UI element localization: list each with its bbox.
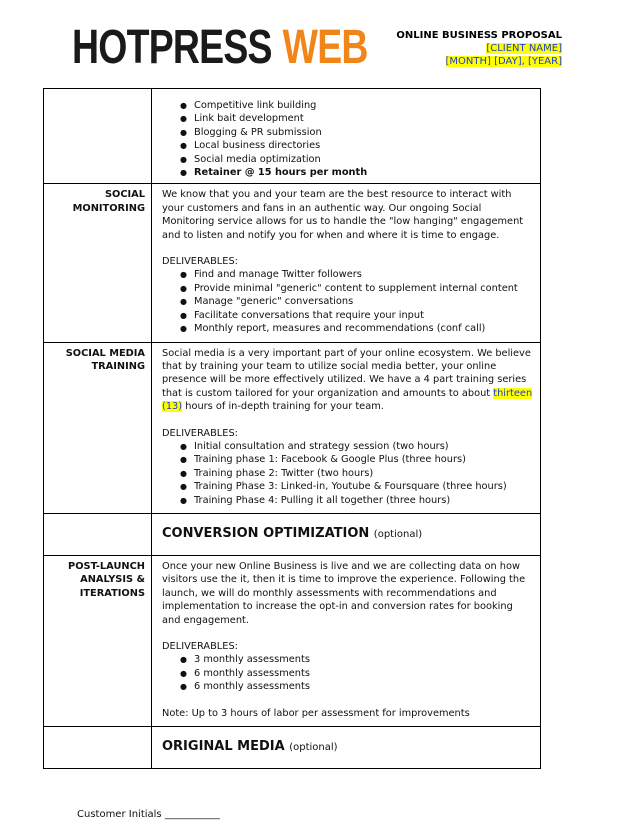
- list-item: ● Training phase 2: Twitter (two hours): [180, 467, 534, 480]
- labor-note: Note: Up to 3 hours of labor per assessment for improvements: [162, 707, 470, 719]
- deliverables-list: [162, 653, 534, 693]
- list-item: ● 3 monthly assessments: [180, 653, 534, 666]
- table-row: [44, 342, 541, 513]
- list-item: ● Provide minimal "generic" content to supplement internal content: [180, 282, 534, 295]
- proposal-services-table: [43, 88, 541, 769]
- list-item: ● Link bait development: [180, 112, 534, 125]
- table-row: [44, 184, 541, 342]
- deliverables-heading: DELIVERABLES:: [162, 256, 238, 268]
- list-item: ● Training phase 1: Facebook & Google Plus (three hours): [180, 453, 534, 466]
- hours-highlight: thirteen (13): [162, 387, 533, 413]
- table-row: [44, 89, 541, 184]
- list-item: ● Social media optimization: [180, 153, 534, 166]
- list-item: ● Training Phase 3: Linked-in, Youtube & Foursquare (three hours): [180, 480, 534, 493]
- table-row: [44, 513, 541, 555]
- social-monitoring-cell: [152, 184, 541, 342]
- social-media-training-description: Social media is a very important part of your online ecosystem. We believe that by training your team to utilize social media better, your online presence will be more effectively utilized. We have a 4 part training series that is custom tailored for your organization and amounts to about thirteen (13) hours of in-depth training for your team.: [162, 347, 533, 413]
- list-item: ● Facilitate conversations that require your input: [180, 309, 534, 322]
- list-item: ● Blogging & PR submission: [180, 126, 534, 139]
- social-monitoring-description: We know that you and your team are the best resource to interact with your customers and fans in an authentic way. Our ongoing Social Monitoring service allows for us to handle the "low hanging" engagement and to listen and notify you for when and where it is time to engage.: [162, 189, 524, 241]
- seo-services-list: [162, 99, 534, 179]
- post-launch-label: POST-LAUNCH ANALYSIS & ITERATIONS: [44, 555, 152, 726]
- list-item: ● Monthly report, measures and recommendations (conf call): [180, 322, 534, 335]
- list-item: ● Competitive link building: [180, 99, 534, 112]
- social-monitoring-label: SOCIAL MONITORING: [44, 184, 152, 342]
- date-placeholder: [MONTH] [DAY], [YEAR]: [445, 56, 562, 67]
- social-media-training-label: SOCIAL MEDIA TRAINING: [44, 342, 152, 513]
- seo-services-cell: [152, 89, 541, 184]
- social-media-training-cell: [152, 342, 541, 513]
- proposal-title: ONLINE BUSINESS PROPOSAL: [396, 30, 562, 41]
- conversion-optimization-heading: CONVERSION OPTIMIZATION (optional): [152, 513, 541, 555]
- list-item: ● Manage "generic" conversations: [180, 295, 534, 308]
- logo-text-hotpress: HOTPRESS: [72, 21, 272, 74]
- retainer-item: ● Retainer @ 15 hours per month: [180, 166, 534, 179]
- table-row: [44, 555, 541, 726]
- customer-initials-line: Customer Initials ___________: [77, 809, 220, 820]
- table-row: [44, 727, 541, 769]
- company-logo: [72, 21, 368, 74]
- client-name-placeholder: [CLIENT NAME]: [486, 43, 562, 54]
- list-item: ● Local business directories: [180, 139, 534, 152]
- list-item: ● Initial consultation and strategy session (two hours): [180, 440, 534, 453]
- list-item: ● Find and manage Twitter followers: [180, 268, 534, 281]
- post-launch-cell: [152, 555, 541, 726]
- deliverables-list: [162, 268, 534, 335]
- post-launch-description: Once your new Online Business is live and we are collecting data on how visitors use the it, then it is time to improve the experience. Following the launch, we will do monthly assessments with recommendations and implementation to increase the opt-in and conversion rates for booking and engagement.: [162, 560, 526, 626]
- list-item: ● 6 monthly assessments: [180, 667, 534, 680]
- list-item: ● Training Phase 4: Pulling it all together (three hours): [180, 494, 534, 507]
- deliverables-list: [162, 440, 534, 507]
- proposal-header: [396, 29, 562, 68]
- original-media-heading: ORIGINAL MEDIA (optional): [152, 727, 541, 769]
- list-item: ● 6 monthly assessments: [180, 680, 534, 693]
- deliverables-heading: DELIVERABLES:: [162, 641, 238, 652]
- deliverables-heading: DELIVERABLES:: [162, 427, 238, 439]
- logo-text-web: WEB: [282, 21, 368, 74]
